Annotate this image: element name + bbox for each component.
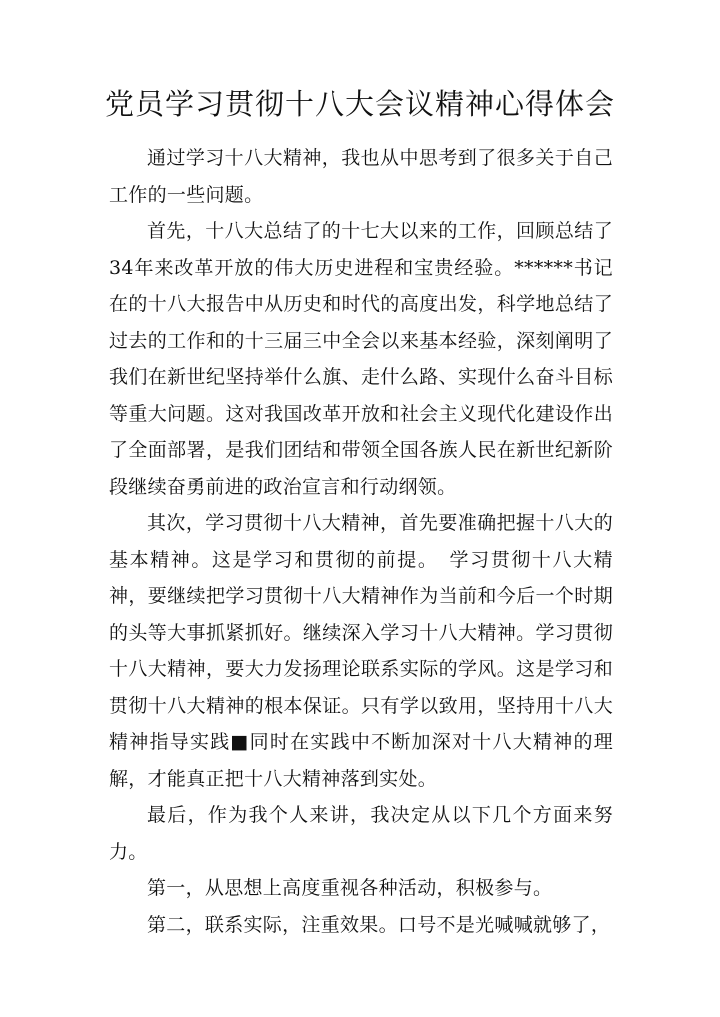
paragraph: 第二，联系实际，注重效果。口号不是光喊喊就够了， bbox=[147, 913, 611, 936]
document-body bbox=[109, 140, 613, 943]
paragraph: 最后，作为我个人来讲，我决定从以下几个方面来努力。 bbox=[109, 804, 613, 863]
paragraph: 其次，学习贯彻十八大精神，首先要准确把握十八大的基本精神。这是学习和贯彻的前提。 学习贯彻十八大精神，要继续把学习贯彻十八大精神作为当前和今后一个时期的头等大事抓紧抓好。继续深入学习十八大精神。学习贯彻十八大精神，要大力发扬理论联系实际的学风。这是学习和贯彻十八大精神的根本保证。只有学以致用，坚持用十八大精神指导实践■同时在实践中不断加深对十八大精神的理解，才能真正把十八大精神落到实处。 bbox=[109, 512, 613, 790]
paragraph: 第一，从思想上高度重视各种活动，积极参与。 bbox=[147, 877, 553, 899]
paragraph: 首先，十八大总结了的十七大以来的工作，回顾总结了34年来改革开放的伟大历史进程和宝贵经验。******书记在的十八大报告中从历史和时代的高度出发，科学地总结了过去的工作和的十三届三中全会以来基本经验，深刻阐明了我们在新世纪坚持举什么旗、走什么路、实现什么奋斗目标等重大问题。这对我国改革开放和社会主义现代化建设作出了全面部署，是我们团结和带领全国各族人民在新世纪新阶段继续奋勇前进的政治宣言和行动纲领。 bbox=[109, 220, 613, 498]
paragraph: 通过学习十八大精神，我也从中思考到了很多关于自己工作的一些问题。 bbox=[109, 147, 613, 206]
document-title: 党员学习贯彻十八大会议精神心得体会 bbox=[104, 87, 615, 121]
